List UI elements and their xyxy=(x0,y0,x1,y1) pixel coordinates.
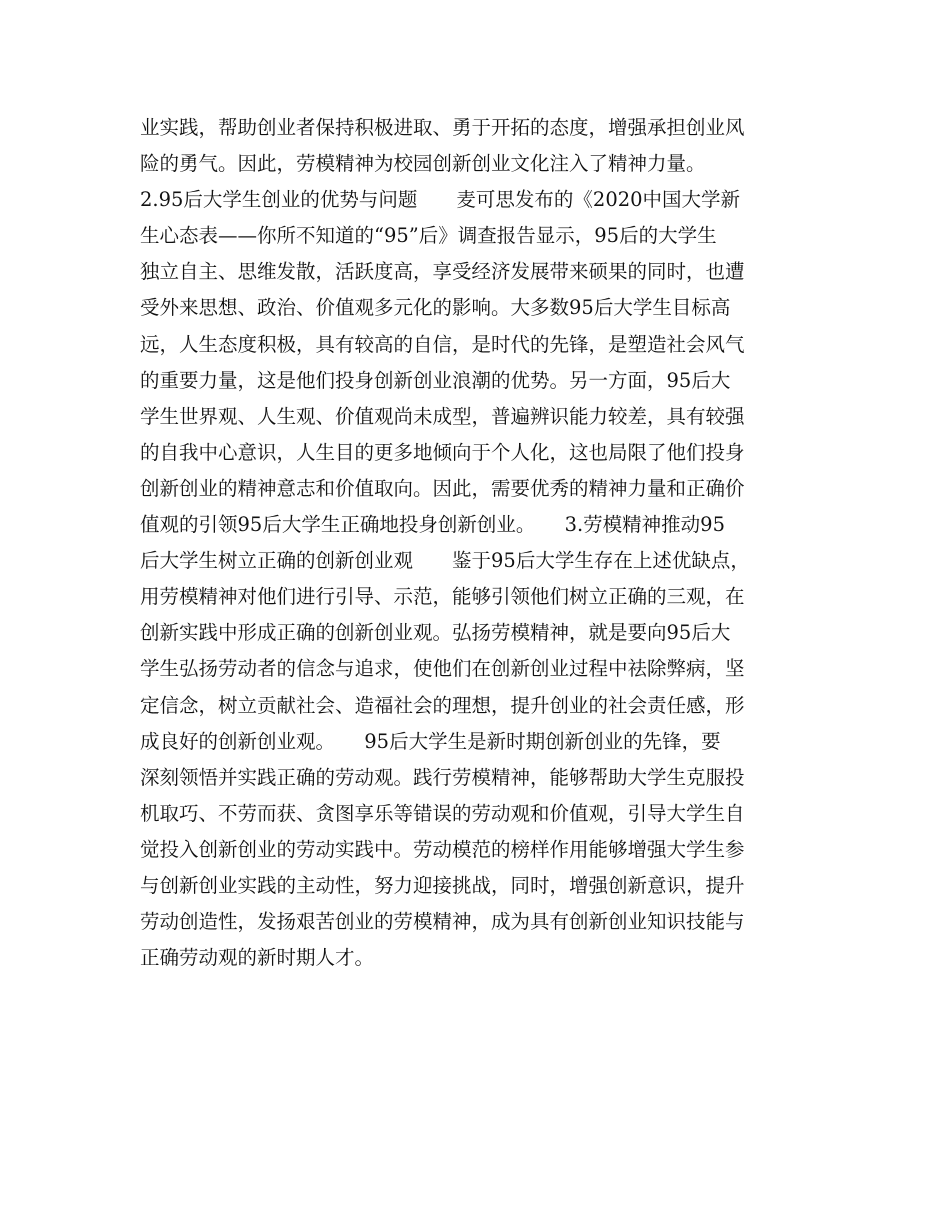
text-line: 创新实践中形成正确的创新创业观。弘扬劳模精神，就是要向95后大 xyxy=(140,621,731,645)
text-line: 值观的引领95后大学生正确地投身创新创业。 3.劳模精神推动95 xyxy=(140,513,725,537)
text-line: 成良好的创新创业观。 95后大学生是新时期创新创业的先锋，要 xyxy=(140,729,721,753)
text-line: 学生弘扬劳动者的信念与追求，使他们在创新创业过程中祛除弊病，坚 xyxy=(140,657,745,681)
text-line: 受外来思想、政治、价值观多元化的影响。大多数95后大学生目标高 xyxy=(140,296,731,320)
body-text xyxy=(140,110,830,976)
text-line: 险的勇气。因此，劳模精神为校园创新创业文化注入了精神力量。 xyxy=(140,152,706,176)
text-line: 机取巧、不劳而获、贪图享乐等错误的劳动观和价值观，引导大学生自 xyxy=(140,801,745,825)
text-line: 用劳模精神对他们进行引导、示范，能够引领他们树立正确的三观，在 xyxy=(140,585,745,609)
text-line: 后大学生树立正确的创新创业观 鉴于95后大学生存在上述优缺点， xyxy=(140,549,750,573)
text-line: 定信念，树立贡献社会、造福社会的理想，提升创业的社会责任感，形 xyxy=(140,693,745,717)
text-line: 正确劳动观的新时期人才。 xyxy=(140,946,375,970)
text-line: 生心态表——你所不知道的“95”后》调查报告显示，95后的大学生 xyxy=(140,224,717,248)
text-line: 的重要力量，这是他们投身创新创业浪潮的优势。另一方面，95后大 xyxy=(140,368,731,392)
text-line: 远，人生态度积极，具有较高的自信，是时代的先锋，是塑造社会风气 xyxy=(140,332,745,356)
text-line: 学生世界观、人生观、价值观尚未成型，普遍辨识能力较差，具有较强 xyxy=(140,404,745,428)
text-line: 2.95后大学生创业的优势与问题 麦可思发布的《2020中国大学新 xyxy=(140,188,741,212)
text-line: 深刻领悟并实践正确的劳动观。践行劳模精神，能够帮助大学生克服投 xyxy=(140,765,745,789)
text-line: 独立自主、思维发散，活跃度高，享受经济发展带来硕果的同时，也遭 xyxy=(140,260,745,284)
text-line: 觉投入创新创业的劳动实践中。劳动模范的榜样作用能够增强大学生参 xyxy=(140,837,745,861)
text-line: 的自我中心意识，人生目的更多地倾向于个人化，这也局限了他们投身 xyxy=(140,440,745,464)
text-line: 业实践，帮助创业者保持积极进取、勇于开拓的态度，增强承担创业风 xyxy=(140,116,745,139)
text-line: 与创新创业实践的主动性，努力迎接挑战，同时，增强创新意识，提升 xyxy=(140,873,745,897)
text-line: 劳动创造性，发扬艰苦创业的劳模精神，成为具有创新创业知识技能与 xyxy=(140,910,745,934)
text-line: 创新创业的精神意志和价值取向。因此，需要优秀的精神力量和正确价 xyxy=(140,476,745,500)
